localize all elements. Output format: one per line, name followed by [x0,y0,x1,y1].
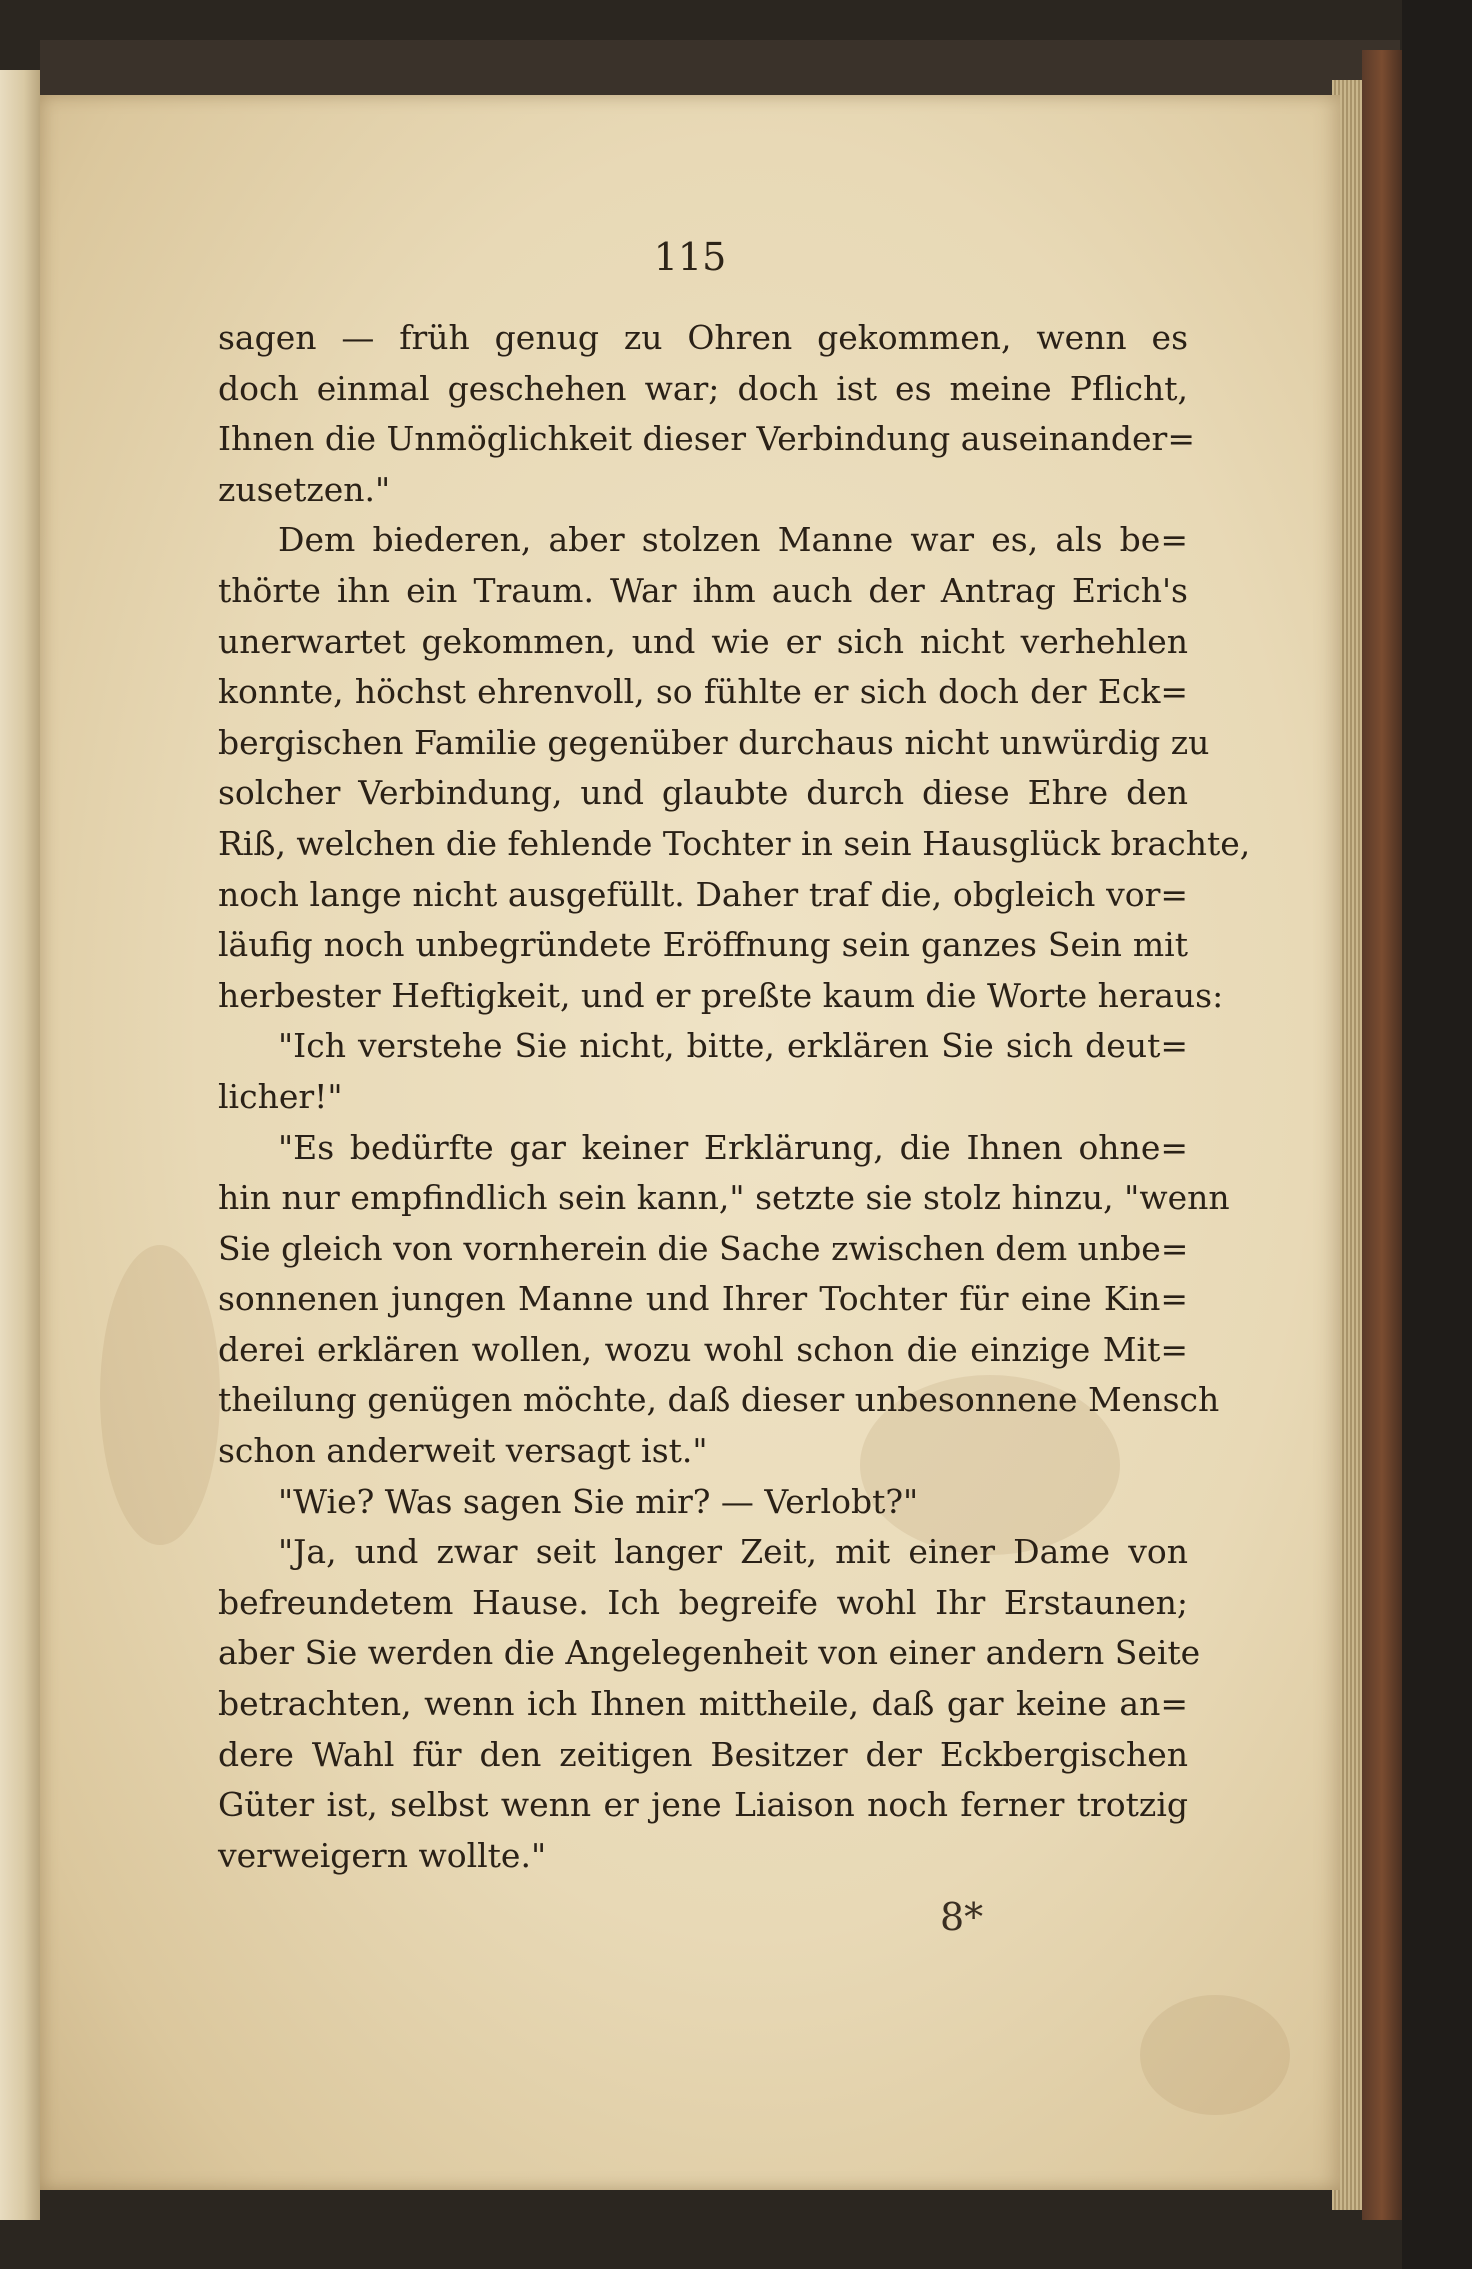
text-line: unerwartet gekommen, und wie er sich nicht verhehlen [218,621,1188,661]
book-cover-top [40,40,1400,100]
book-cover-edge [1402,0,1472,2269]
text-line: doch einmal geschehen war; doch ist es meine Pflicht, [218,368,1188,408]
text-line: hin nur empfindlich sein kann," setzte sie stolz hinzu, "wenn [218,1178,1230,1218]
text-line: theilung genügen möchte, daß dieser unbesonnene Mensch [218,1380,1220,1420]
text-line: Sie gleich von vornherein die Sache zwischen dem unbe= [218,1228,1189,1268]
text-line: Riß, welchen die fehlende Tochter in sein Hausglück brachte, [218,823,1251,863]
text-line: zusetzen." [218,469,391,509]
signature-mark: 8* [940,1895,984,1939]
text-line: schon anderweit versagt ist." [218,1431,708,1471]
text-line: läufig noch unbegründete Eröffnung sein ganzes Sein mit [218,925,1188,965]
text-line: konnte, höchst ehrenvoll, so fühlte er sich doch der Eck= [218,672,1188,712]
text-line: derei erklären wollen, wozu wohl schon die einzige Mit= [218,1329,1188,1369]
stain [1140,1995,1290,2115]
text-line: Dem biederen, aber stolzen Manne war es, als be= [278,520,1188,560]
text-line: "Es bedürfte gar keiner Erklärung, die Ihnen ohne= [278,1127,1188,1167]
body-text [218,313,1251,1881]
text-line: thörte ihn ein Traum. War ihm auch der Antrag Erich's [218,570,1188,610]
text-line: sonnenen jungen Manne und Ihrer Tochter für eine Kin= [218,1279,1188,1319]
text-line: sagen — früh genug zu Ohren gekommen, wenn es [218,318,1188,357]
text-line: "Ja, und zwar seit langer Zeit, mit einer Dame von [278,1532,1188,1572]
text-line: befreundetem Hause. Ich begreife wohl Ihr Erstaunen; [218,1582,1188,1622]
book-spine-binding [1362,50,1402,2220]
previous-page-edge [0,70,40,2220]
text-line: Ihnen die Unmöglichkeit dieser Verbindung auseinander= [218,419,1195,459]
text-line: Güter ist, selbst wenn er jene Liaison noch ferner trotzig [218,1785,1188,1825]
page-number: 115 [653,235,727,279]
text-line: aber Sie werden die Angelegenheit von einer andern Seite [218,1633,1201,1673]
book-page [40,95,1340,2190]
text-line: "Ich verstehe Sie nicht, bitte, erklären Sie sich deut= [278,1026,1188,1066]
text-line: "Wie? Was sagen Sie mir? — Verlobt?" [278,1481,919,1521]
text-line: herbester Heftigkeit, und er preßte kaum die Worte heraus: [218,975,1224,1015]
text-line: noch lange nicht ausgefüllt. Daher traf die, obgleich vor= [218,874,1188,914]
stain [100,1245,220,1545]
text-line: licher!" [218,1076,343,1116]
text-line: solcher Verbindung, und glaubte durch diese Ehre den [218,773,1188,813]
text-line: bergischen Familie gegenüber durchaus nicht unwürdig zu [218,722,1210,762]
text-line: dere Wahl für den zeitigen Besitzer der Eckbergischen [218,1734,1188,1774]
text-line: verweigern wollte." [218,1835,547,1875]
text-line: betrachten, wenn ich Ihnen mittheile, daß gar keine an= [218,1684,1188,1724]
